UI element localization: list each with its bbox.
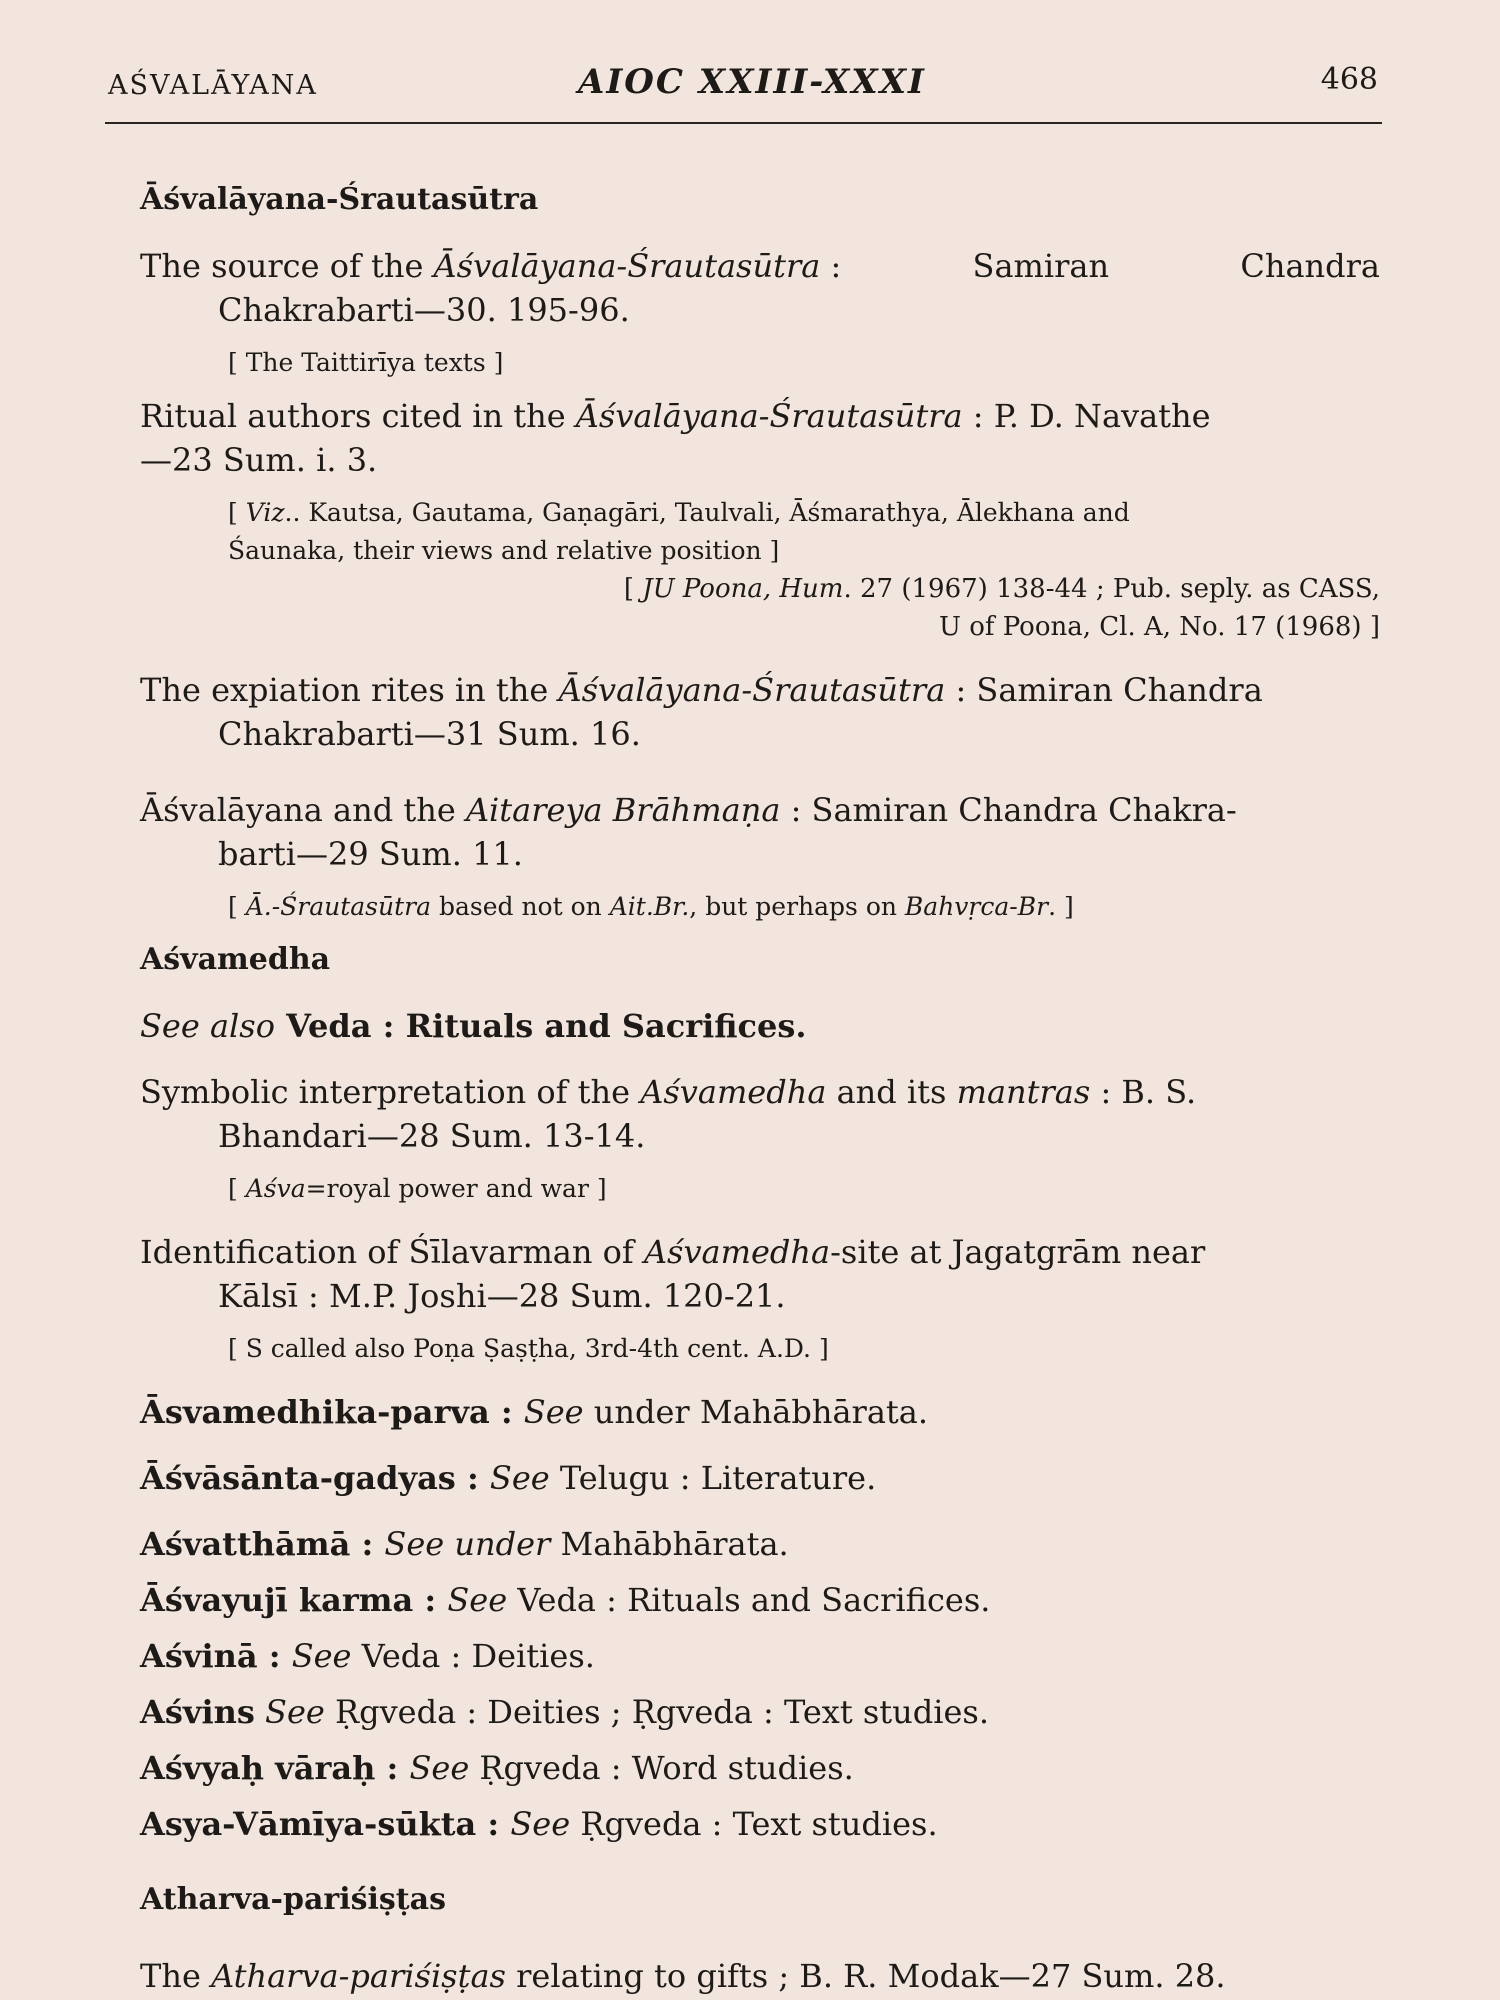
entry-symbolic-interpretation: Symbolic interpretation of the Aśvamedha and its mantras : B. S. Bhandari—28 Sum. 13-14. [ Aśva=royal power and war ] [140, 1070, 1380, 1208]
entry-expiation-rites: The expiation rites in the Āśvalāyana-Śrautasūtra : Samiran Chandra Chakrabarti—31 Sum. 16. [140, 671, 1263, 753]
entry-note: [ Aśva=royal power and war ] [228, 1174, 607, 1203]
heading-asvamedha: Aśvamedha [140, 942, 331, 977]
running-header [108, 58, 1378, 106]
entry-ritual-authors: Ritual authors cited in the Āśvalāyana-Śrautasūtra : P. D. Navathe —23 Sum. i. 3. [ Viz.. Kautsa, Gautama, Gaṇagāri, Taulvali, Āśmarathya, Ālekhana and Śaunaka, their views and relative position ] [ JU Poona, Hum. 27 (1967) 138-44 ; Pub. seply. as CASS, U of Poona, Cl. A, No. 17 (1968) ] [140, 397, 1380, 642]
cross-reference: Aśvinā : See Veda : Deities. [140, 1637, 595, 1675]
index-entries [140, 178, 1380, 1998]
cross-reference: Āśvāsānta-gadyas : See Telugu : Literature. [140, 1459, 877, 1497]
cross-reference: See also Veda : Rituals and Sacrifices. [140, 1007, 807, 1045]
header-rule [105, 122, 1382, 124]
entry-reference: [ JU Poona, Hum. 27 (1967) 138-44 ; Pub. seply. as CASS, [623, 574, 1380, 604]
entry-atharva-gifts: The Atharva-pariśiṣṭas relating to gifts ; B. R. Modak—27 Sum. 28. [140, 1957, 1226, 1995]
heading-atharva-parisistas: Atharva-pariśiṣṭas [140, 1882, 446, 1917]
entry-identification-silavarman: Identification of Śīlavarman of Aśvamedha-site at Jagatgrām near Kālsī : M.P. Joshi—28 Sum. 120-21. [ S called also Poṇa Ṣaṣṭha, 3rd-4th cent. A.D. ] [140, 1230, 1380, 1368]
entry-source: The source of the Āśvalāyana-Śrautasūtra : Samiran Chandra Chakrabarti—30. 195-96. [ The Taittirīya texts ] [140, 244, 1380, 382]
header-section-word: AŚVALĀYANA [108, 70, 318, 101]
entry-note: [ The Taittirīya texts ] [228, 348, 504, 377]
cross-reference: Āsvamedhika-parva : See under Mahābhārata. [140, 1393, 929, 1431]
cross-reference: Aśvyaḥ vāraḥ : See Ṛgveda : Word studies. [140, 1749, 854, 1787]
entry-note: [ S called also Poṇa Ṣaṣṭha, 3rd-4th cent. A.D. ] [228, 1334, 829, 1363]
header-series-title: AIOC XXIII-XXXI [578, 62, 926, 102]
entry-note: [ Viz.. Kautsa, Gautama, Gaṇagāri, Taulvali, Āśmarathya, Ālekhana and [228, 498, 1130, 527]
page-number: 468 [1320, 62, 1378, 97]
cross-reference: Āśvayujī karma : See Veda : Rituals and Sacrifices. [140, 1581, 991, 1619]
entry-note: [ Ā.-Śrautasūtra based not on Ait.Br., but perhaps on Bahvṛca-Br. ] [228, 892, 1074, 921]
heading-asvalayana-srautasutra: Āśvalāyana-Śrautasūtra [140, 182, 539, 217]
cross-reference: Aśvins See Ṛgveda : Deities ; Ṛgveda : Text studies. [140, 1693, 989, 1731]
entry-aitareya-brahmana: Āśvalāyana and the Aitareya Brāhmaṇa : Samiran Chandra Chakra- barti—29 Sum. 11. [ Ā.-Śrautasūtra based not on Ait.Br., but perhaps on Bahvṛca-Br. ] [140, 788, 1380, 926]
cross-reference: Aśvatthāmā : See under Mahābhārata. [140, 1525, 789, 1563]
cross-reference: Asya-Vāmīya-sūkta : See Ṛgveda : Text studies. [140, 1805, 938, 1843]
